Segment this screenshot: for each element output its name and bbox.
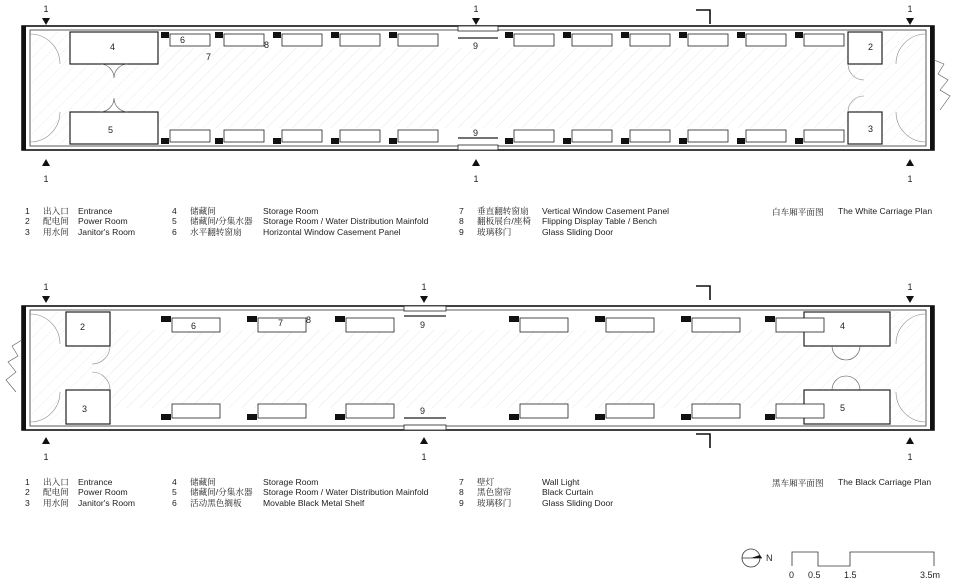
black-room-3-walls	[66, 390, 110, 424]
legend-number: 7	[459, 206, 464, 216]
legend-english-label: Power Room	[78, 216, 128, 227]
white-carriage-plan	[22, 4, 950, 184]
legend-english-label: Janitor's Room	[78, 497, 136, 508]
black-room-number-4: 4	[840, 321, 846, 331]
white-window-panel-top	[398, 34, 438, 46]
white-window-panel-top	[340, 34, 380, 46]
white-window-post-top	[273, 32, 281, 38]
legend-english-label: Glass Sliding Door	[542, 497, 614, 508]
legend-number: 6	[172, 497, 177, 508]
white-plan-title	[772, 206, 932, 218]
black-plan-title-cn: 黑车厢平面图	[772, 478, 824, 488]
black-window-post-top	[509, 316, 519, 322]
black-section-marker-arrow	[42, 437, 50, 444]
black-room-number-7: 7	[278, 318, 284, 328]
legend-number: 1	[25, 206, 30, 216]
black-window-panel-bottom	[172, 404, 220, 418]
white-window-panel-bottom	[688, 130, 728, 142]
legend-english-label: Horizontal Window Casement Panel	[263, 226, 401, 237]
white-section-marker-label: 1	[473, 4, 479, 14]
white-window-panel-top	[630, 34, 670, 46]
white-room-number-6: 6	[180, 35, 186, 45]
black-window-post-bottom	[247, 414, 257, 420]
black-section-cut-bracket	[696, 286, 710, 300]
white-section-marker-arrow	[906, 159, 914, 166]
white-window-post-top	[621, 32, 629, 38]
white-section-marker-label: 1	[907, 174, 913, 184]
legend-chinese-label: 玻璃移门	[477, 497, 512, 508]
black-section-marker-label: 1	[907, 452, 913, 462]
black-window-panel-bottom	[520, 404, 568, 418]
white-window-panel-bottom	[572, 130, 612, 142]
legend-english-label: Vertical Window Casement Panel	[542, 206, 670, 216]
legend-chinese-label: 黑色窗帘	[477, 487, 512, 498]
black-plan-title-en: The Black Carriage Plan	[838, 477, 932, 487]
black-window-panel-top	[776, 318, 824, 332]
black-carriage-plan	[6, 282, 934, 462]
white-window-post-bottom	[505, 138, 513, 144]
white-entrance-step	[934, 60, 950, 110]
black-room-number-8: 8	[306, 315, 312, 325]
black-section-marker-label: 1	[43, 452, 49, 462]
white-window-panel-top	[282, 34, 322, 46]
black-window-post-bottom	[161, 414, 171, 420]
white-room-number-7: 7	[206, 52, 212, 62]
white-window-post-top	[389, 32, 397, 38]
white-section-cut-bracket	[696, 10, 710, 24]
white-room-number-3: 3	[868, 124, 874, 134]
black-window-panel-bottom	[346, 404, 394, 418]
black-room-number-9-top: 9	[420, 320, 426, 330]
legend-chinese-label: 配电间	[43, 487, 69, 498]
legend-number: 3	[25, 226, 30, 237]
white-window-post-top	[161, 32, 169, 38]
white-section-marker-arrow	[906, 18, 914, 25]
black-window-panel-top	[520, 318, 568, 332]
white-entrance-wall-left	[22, 26, 26, 150]
legend-chinese-label: 用水间	[43, 497, 69, 508]
legend-english-label: Storage Room	[263, 477, 319, 487]
black-section-marker-label: 1	[43, 282, 49, 292]
black-window-post-top	[595, 316, 605, 322]
white-window-panel-top	[572, 34, 612, 46]
black-room-number-5: 5	[840, 403, 846, 413]
black-window-post-top	[335, 316, 345, 322]
legend-chinese-label: 用水间	[43, 226, 69, 237]
white-window-post-top	[215, 32, 223, 38]
black-window-panel-top	[606, 318, 654, 332]
white-window-post-bottom	[679, 138, 687, 144]
white-window-panel-bottom	[804, 130, 844, 142]
legend-chinese-label: 玻璃移门	[477, 226, 512, 237]
white-room-number-5: 5	[108, 125, 114, 135]
black-room-2-walls	[66, 312, 110, 346]
white-window-post-bottom	[161, 138, 169, 144]
black-section-marker-label: 1	[421, 452, 427, 462]
white-glass-door-bottom	[458, 145, 498, 150]
legend-english-label: Entrance	[78, 206, 113, 216]
white-window-post-bottom	[795, 138, 803, 144]
white-room-3-walls	[848, 112, 882, 144]
north-arrow	[742, 549, 773, 567]
white-window-post-top	[563, 32, 571, 38]
white-room-2-walls	[848, 32, 882, 64]
legend-english-label: Entrance	[78, 477, 113, 487]
white-window-panel-bottom	[398, 130, 438, 142]
black-glass-door-bottom	[404, 425, 446, 430]
legend-number: 8	[459, 216, 464, 227]
white-window-post-bottom	[621, 138, 629, 144]
legend-chinese-label: 出入口	[43, 206, 69, 216]
legend-chinese-label: 翻板展台/座椅	[477, 216, 531, 227]
scale-bar-line	[792, 552, 934, 566]
legend-chinese-label: 壁灯	[477, 477, 495, 487]
white-window-panel-top	[170, 34, 210, 46]
white-window-panel-bottom	[630, 130, 670, 142]
white-room-number-4: 4	[110, 42, 116, 52]
black-window-panel-bottom	[606, 404, 654, 418]
black-plan-title	[772, 477, 932, 489]
white-window-post-top	[331, 32, 339, 38]
legend-number: 4	[172, 206, 177, 216]
legend-number: 2	[25, 216, 30, 227]
white-window-panel-bottom	[282, 130, 322, 142]
legend-chinese-label: 储藏间/分集水器	[190, 216, 253, 227]
legend-english-label: Glass Sliding Door	[542, 226, 614, 237]
white-section-marker-label: 1	[43, 4, 49, 14]
white-entrance-wall-right	[930, 26, 934, 150]
white-section-marker-arrow	[42, 18, 50, 25]
white-window-panel-top	[804, 34, 844, 46]
white-window-post-top	[795, 32, 803, 38]
white-legend	[25, 206, 725, 240]
black-section-marker-arrow	[906, 296, 914, 303]
black-window-panel-bottom	[692, 404, 740, 418]
scale-bar	[789, 552, 940, 580]
legend-english-label: Wall Light	[542, 477, 580, 487]
black-carriage-floor	[112, 330, 802, 408]
white-window-panel-bottom	[746, 130, 786, 142]
black-window-panel-bottom	[258, 404, 306, 418]
scale-tick-0: 0	[789, 570, 795, 580]
white-window-panel-top	[224, 34, 264, 46]
black-section-cut-bracket	[696, 434, 710, 448]
legend-number: 5	[172, 216, 177, 227]
black-section-marker-arrow	[420, 437, 428, 444]
black-window-post-top	[247, 316, 257, 322]
white-section-marker-label: 1	[473, 174, 479, 184]
white-window-post-top	[679, 32, 687, 38]
north-arrow-label: N	[766, 553, 773, 563]
legend-english-label: Black Curtain	[542, 487, 594, 498]
legend-chinese-label: 储藏间	[190, 477, 216, 487]
legend-number: 9	[459, 497, 464, 508]
white-room-number-9-bottom: 9	[473, 128, 479, 138]
white-window-post-top	[505, 32, 513, 38]
legend-english-label: Flipping Display Table / Bench	[542, 216, 657, 227]
black-window-post-top	[765, 316, 775, 322]
white-window-panel-top	[688, 34, 728, 46]
black-window-panel-top	[346, 318, 394, 332]
white-carriage-floor	[160, 48, 840, 128]
black-window-panel-top	[692, 318, 740, 332]
legend-english-label: Movable Black Metal Shelf	[263, 497, 365, 508]
white-window-panel-bottom	[340, 130, 380, 142]
black-section-marker-arrow	[420, 296, 428, 303]
black-window-post-bottom	[335, 414, 345, 420]
white-glass-door-top	[458, 26, 498, 31]
black-window-post-top	[161, 316, 171, 322]
white-section-marker-label: 1	[43, 174, 49, 184]
white-window-post-bottom	[563, 138, 571, 144]
black-window-post-bottom	[595, 414, 605, 420]
black-entrance-step	[6, 340, 22, 392]
legend-chinese-label: 配电间	[43, 216, 69, 227]
white-section-marker-arrow	[42, 159, 50, 166]
legend-number: 5	[172, 487, 177, 498]
legend-english-label: Janitor's Room	[78, 226, 136, 237]
legend-chinese-label: 出入口	[43, 477, 69, 487]
legend-number: 3	[25, 497, 30, 508]
scale-tick-15: 1.5	[844, 570, 857, 580]
black-window-post-bottom	[765, 414, 775, 420]
legend-english-label: Storage Room	[263, 206, 319, 216]
legend-chinese-label: 垂直翻转窗扇	[477, 206, 529, 216]
white-window-panel-top	[514, 34, 554, 46]
white-window-post-bottom	[215, 138, 223, 144]
white-window-post-bottom	[737, 138, 745, 144]
white-window-panel-bottom	[170, 130, 210, 142]
legend-english-label: Power Room	[78, 487, 128, 498]
white-window-panel-bottom	[514, 130, 554, 142]
white-window-post-top	[737, 32, 745, 38]
black-room-number-2: 2	[80, 322, 86, 332]
black-section-marker-arrow	[906, 437, 914, 444]
white-plan-title-cn: 白车厢平面图	[772, 207, 824, 217]
legend-number: 2	[25, 487, 30, 498]
white-plan-title-en: The White Carriage Plan	[838, 206, 933, 216]
legend-chinese-label: 储藏间	[190, 206, 216, 216]
legend-number: 6	[172, 226, 177, 237]
scale-tick-05: 0.5	[808, 570, 821, 580]
black-window-post-top	[681, 316, 691, 322]
legend-english-label: Storage Room / Water Distribution Mainfold	[263, 487, 429, 498]
white-window-panel-top	[746, 34, 786, 46]
black-glass-door-top	[404, 306, 446, 311]
black-section-marker-label: 1	[421, 282, 427, 292]
black-room-number-6: 6	[191, 321, 197, 331]
legend-chinese-label: 水平翻转窗扇	[190, 226, 242, 237]
legend-chinese-label: 活动黑色搁板	[190, 497, 242, 508]
white-room-number-2: 2	[868, 42, 874, 52]
white-window-post-bottom	[331, 138, 339, 144]
white-section-marker-arrow	[472, 159, 480, 166]
legend-english-label: Storage Room / Water Distribution Mainfold	[263, 216, 429, 227]
legend-number: 4	[172, 477, 177, 487]
black-window-post-bottom	[509, 414, 519, 420]
legend-number: 9	[459, 226, 464, 237]
white-section-marker-arrow	[472, 18, 480, 25]
black-section-marker-arrow	[42, 296, 50, 303]
legend-chinese-label: 储藏间/分集水器	[190, 487, 253, 498]
legend-number: 7	[459, 477, 464, 487]
black-entrance-wall-left	[22, 306, 26, 430]
black-window-panel-bottom	[776, 404, 824, 418]
scale-tick-35: 3.5m	[920, 570, 941, 580]
black-entrance-wall-right	[930, 306, 934, 430]
white-room-5-walls	[70, 112, 158, 144]
white-section-marker-label: 1	[907, 4, 913, 14]
black-room-number-3: 3	[82, 404, 88, 414]
black-room-number-9-bottom: 9	[420, 406, 426, 416]
white-room-number-9-top: 9	[473, 41, 479, 51]
black-legend	[25, 477, 725, 511]
black-section-marker-label: 1	[907, 282, 913, 292]
legend-number: 1	[25, 477, 30, 487]
white-window-panel-bottom	[224, 130, 264, 142]
white-room-number-8: 8	[264, 40, 270, 50]
black-window-post-bottom	[681, 414, 691, 420]
white-window-post-bottom	[273, 138, 281, 144]
north-arrow-head	[751, 555, 762, 558]
white-window-post-bottom	[389, 138, 397, 144]
legend-number: 8	[459, 487, 464, 498]
